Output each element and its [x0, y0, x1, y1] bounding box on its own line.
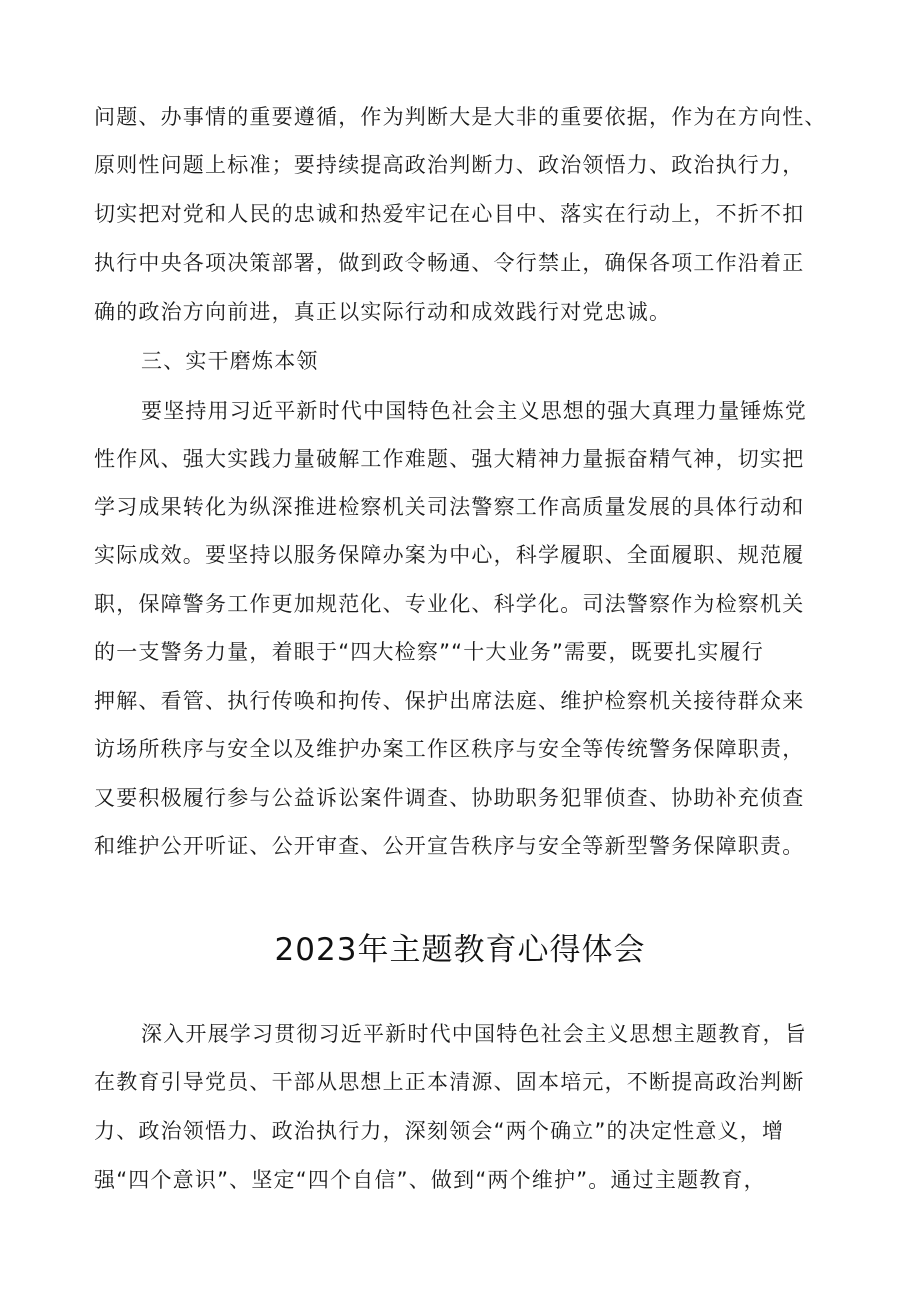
- paragraph-line: 押解、看管、执行传唤和拘传、保护出席法庭、维护检察机关接待群众来: [94, 689, 805, 713]
- paragraph-line: 实际成效。要坚持以服务保障办案为中心，科学履职、全面履职、规范履: [94, 543, 805, 567]
- paragraph-line: 执行中央各项决策部署，做到政令畅通、令行禁止，确保各项工作沿着正: [94, 251, 805, 275]
- paragraph-line: 又要积极履行参与公益诉讼案件调查、协助职务犯罪侦查、协助补充侦查: [94, 786, 805, 810]
- paragraph-line: 力、政治领悟力、政治执行力，深刻领会“两个确立”的决定性意义，增: [94, 1119, 785, 1143]
- paragraph-line: 要坚持用习近平新时代中国特色社会主义思想的强大真理力量锤炼党: [141, 399, 807, 423]
- paragraph-line: 在教育引导党员、干部从思想上正本清源、固本培元，不断提高政治判断: [94, 1070, 805, 1094]
- paragraph-line: 切实把对党和人民的忠诚和热爱牢记在心目中、落实在行动上，不折不扣: [94, 202, 805, 226]
- paragraph-line: 确的政治方向前进，真正以实际行动和成效践行对党忠诚。: [94, 300, 672, 324]
- paragraph-line: 的一支警务力量，着眼于“四大检察”“十大业务”需要，既要扎实履行: [94, 640, 764, 664]
- paragraph-line: 性作风、强大实践力量破解工作难题、强大精神力量振奋精气神，切实把: [94, 447, 805, 471]
- paragraph-line: 问题、办事情的重要遵循，作为判断大是大非的重要依据，作为在方向性、: [94, 105, 827, 129]
- paragraph-line: 深入开展学习贯彻习近平新时代中国特色社会主义思想主题教育，旨: [141, 1022, 807, 1046]
- paragraph-line: 访场所秩序与安全以及维护办案工作区秩序与安全等传统警务保障职责，: [94, 737, 805, 761]
- section-heading: 三、实干磨炼本领: [141, 349, 319, 373]
- paragraph-line: 强“四个意识”、坚定“四个自信”、做到“两个维护”。通过主题教育，: [94, 1168, 766, 1192]
- paragraph-line: 职，保障警务工作更加规范化、专业化、科学化。司法警察作为检察机关: [94, 592, 805, 616]
- paragraph-line: 和维护公开听证、公开审查、公开宣告秩序与安全等新型警务保障职责。: [94, 834, 805, 858]
- paragraph-line: 学习成果转化为纵深推进检察机关司法警察工作高质量发展的具体行动和: [94, 495, 805, 519]
- page-title: 2023年主题教育心得体会: [274, 932, 646, 968]
- paragraph-line: 原则性问题上标准；要持续提高政治判断力、政治领悟力、政治执行力，: [94, 153, 805, 177]
